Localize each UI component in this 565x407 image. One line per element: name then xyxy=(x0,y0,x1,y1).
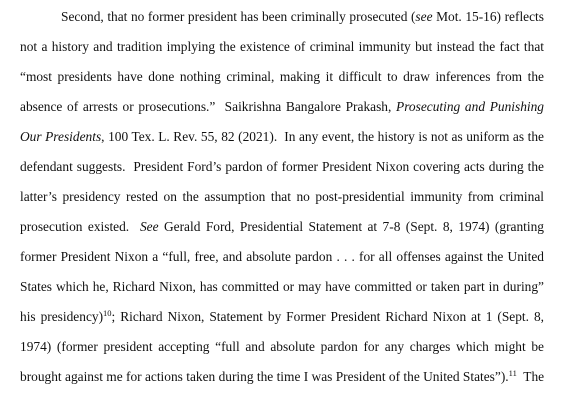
footnote-ref[interactable]: 10 xyxy=(103,308,112,318)
paragraph-line: his presidency)$^{10}$; Richard Nixon, Statement by Former President Richard Nixon at 1 (Sept. 8, xyxy=(20,308,544,324)
paragraph-line: absence of arrests or prosecutions.” Saikrishna Bangalore Prakash, Prosecuting and Punishing xyxy=(20,99,544,114)
paragraph-line: States which he, Richard Nixon, has committed or may have committed or taken part in during” xyxy=(20,279,544,294)
paragraph-line: former President Nixon a “full, free, and absolute pardon . . . for all offenses against the United xyxy=(20,249,544,264)
paragraph-line: defendant suggests. President Ford’s pardon of former President Nixon covering acts during the xyxy=(20,159,544,174)
paragraph-line: Our Presidents, 100 Tex. L. Rev. 55, 82 (2021). In any event, the history is not as uniform as the xyxy=(20,129,544,144)
signal-see: See xyxy=(139,219,159,234)
citation-title: Prosecuting and Punishing xyxy=(396,99,544,114)
paragraph-line: prosecution existed. See Gerald Ford, Presidential Statement at 7-8 (Sept. 8, 1974) (granting xyxy=(20,219,544,234)
paragraph-line: Second, that no former president has been criminally prosecuted (see Mot. 15-16) reflects xyxy=(61,9,544,24)
signal-see: see xyxy=(415,9,433,24)
paragraph-line: brought against me for actions taken during the time I was President of the United States”).$^{11}$ The xyxy=(20,368,545,384)
footnote-ref[interactable]: 11 xyxy=(508,368,517,378)
paragraph-line: “most presidents have done nothing criminal, making it difficult to draw inferences from the xyxy=(20,69,544,84)
paragraph-line: latter’s presidency rested on the assumption that no post-presidential immunity from criminal xyxy=(20,189,544,204)
citation-title: Our Presidents xyxy=(20,129,102,144)
paragraph-line: 1974) (former president accepting “full and absolute pardon for any charges which might be xyxy=(20,339,544,354)
paragraph-line: not a history and tradition implying the existence of criminal immunity but instead the fact that xyxy=(20,39,544,54)
